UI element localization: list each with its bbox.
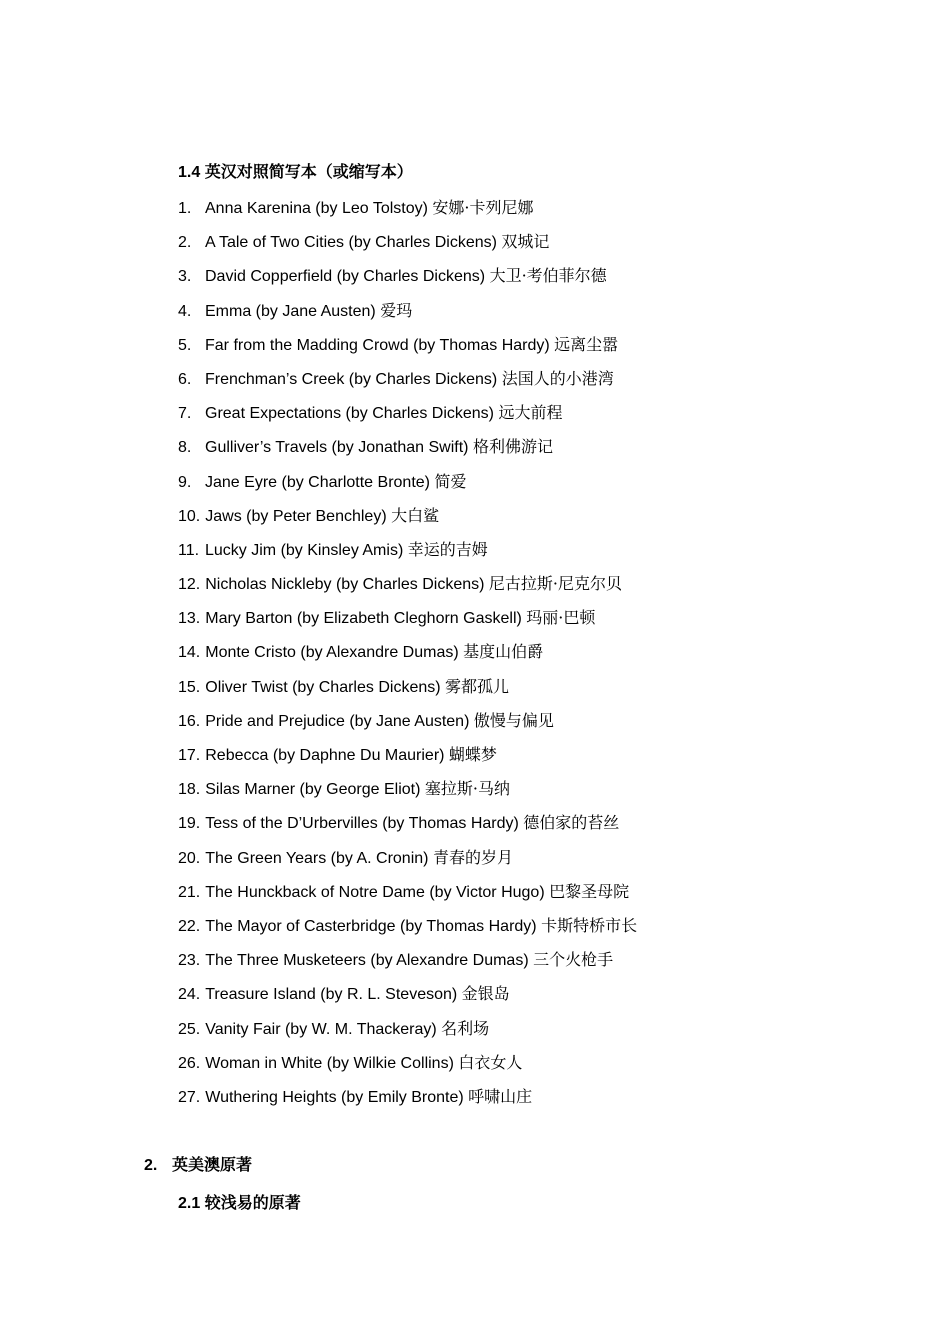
book-title-english: Great Expectations (by Charles Dickens) [205,405,494,423]
list-item [178,402,637,436]
book-title-english: Anna Karenina (by Leo Tolstoy) [205,200,428,217]
list-item-number: 7. [178,405,192,423]
book-title-chinese: 金银岛 [461,984,510,1004]
book-title-english: Vanity Fair (by W. M. Thackeray) [205,1020,437,1038]
section-2-number: 2. [144,1157,158,1174]
book-title-chinese: 巴黎圣母院 [549,881,630,901]
book-title-chinese: 远离尘嚣 [554,334,619,354]
book-title-chinese: 简爱 [434,471,467,491]
book-title-chinese: 格利佛游记 [472,437,553,457]
list-item [178,334,637,368]
list-item-number: 16. [178,712,201,730]
list-item [178,676,637,710]
list-item-number: 19. [178,815,201,833]
book-title-english: Nicholas Nickleby (by Charles Dickens) [205,576,485,594]
list-item [178,641,637,675]
list-item [178,265,637,299]
list-item-number: 11. [178,541,200,559]
book-title-english: David Copperfield (by Charles Dickens) [205,268,486,286]
book-title-english: The Mayor of Casterbridge (by Thomas Hardy) [205,917,537,935]
book-title-english: Gulliver’s Travels (by Jonathan Swift) [205,439,469,457]
list-item-number: 3. [178,268,192,286]
list-item-number: 2. [178,234,192,252]
list-item [178,1018,637,1052]
book-title-english: Oliver Twist (by Charles Dickens) [205,678,441,696]
book-title-english: Tess of the D’Urbervilles (by Thomas Hardy) [205,815,519,833]
list-item-number: 24. [178,986,201,1004]
list-item [178,710,637,744]
book-title-chinese: 尼古拉斯·尼克尔贝 [488,574,622,594]
book-title-chinese: 大白鲨 [391,505,440,525]
list-item [178,231,637,265]
section-1-4-title: 1.4 英汉对照简写本（或缩写本） [178,164,413,181]
list-item [178,949,637,983]
list-item [178,505,637,539]
list-item [178,1052,637,1086]
list-item-number: 20. [178,849,201,867]
list-item [178,812,637,846]
list-item-number: 9. [178,473,192,491]
book-title-chinese: 白衣女人 [458,1052,523,1072]
list-item [178,573,637,607]
list-item [178,539,637,573]
book-title-chinese: 蝴蝶梦 [448,745,497,764]
list-item [178,436,637,470]
list-item-number: 5. [178,336,192,354]
book-title-chinese: 玛丽·巴顿 [526,608,596,628]
list-item [178,197,637,231]
book-title-english: Far from the Madding Crowd (by Thomas Hardy) [205,336,550,354]
book-title-chinese: 塞拉斯·马纳 [424,779,510,799]
book-title-english: Silas Marner (by George Eliot) [205,781,421,799]
list-item-number: 15. [178,678,201,696]
book-list [178,197,637,1120]
book-title-chinese: 呼啸山庄 [468,1086,533,1106]
book-title-english: The Hunckback of Notre Dame (by Victor Hugo) [205,883,545,901]
book-title-english: A Tale of Two Cities (by Charles Dickens) [205,234,497,252]
list-item [178,778,637,812]
list-item-number: 17. [178,747,201,764]
list-item-number: 10. [178,507,201,525]
list-item-number: 27. [178,1088,201,1106]
list-item [178,300,637,334]
list-item-number: 22. [178,917,201,935]
book-title-english: Pride and Prejudice (by Jane Austen) [205,712,470,730]
book-title-english: Wuthering Heights (by Emily Bronte) [205,1088,464,1106]
list-item [178,1086,637,1120]
list-item [178,847,637,881]
book-title-english: Frenchman’s Creek (by Charles Dickens) [205,370,498,388]
book-title-english: Jane Eyre (by Charlotte Bronte) [205,473,430,491]
list-item [178,471,637,505]
book-title-chinese: 卡斯特桥市长 [541,915,638,935]
book-title-english: Woman in White (by Wilkie Collins) [205,1054,454,1072]
list-item-number: 21. [178,883,201,901]
book-title-chinese: 远大前程 [498,403,563,423]
book-title-chinese: 名利场 [441,1018,490,1038]
book-title-english: Emma (by Jane Austen) [205,302,376,320]
book-title-chinese: 傲慢与偏见 [473,710,554,730]
book-title-chinese: 青春的岁月 [432,847,513,867]
list-item [178,368,637,402]
list-item-number: 25. [178,1020,201,1038]
list-item [178,607,637,641]
book-title-english: Treasure Island (by R. L. Steveson) [205,986,458,1004]
list-item-number: 4. [178,302,192,320]
book-title-chinese: 法国人的小港湾 [501,368,614,388]
list-item-number: 18. [178,781,201,799]
list-item [178,915,637,949]
list-item-number: 8. [178,439,192,457]
list-item-number: 13. [178,610,201,628]
book-title-chinese: 爱玛 [380,300,413,320]
book-title-chinese: 基度山伯爵 [463,642,544,662]
book-title-chinese: 大卫·考伯菲尔德 [489,266,607,286]
list-item-number: 23. [178,952,201,970]
section-2-1-title: 2.1 较浅易的原著 [178,1195,301,1212]
book-title-english: The Green Years (by A. Cronin) [205,849,429,867]
list-item [178,983,637,1017]
list-item-number: 26. [178,1054,201,1072]
list-item-number: 14. [178,644,201,662]
book-title-chinese: 安娜·卡列尼娜 [432,198,534,217]
book-title-chinese: 双城记 [501,232,550,252]
book-title-english: Mary Barton (by Elizabeth Cleghorn Gaskell) [205,610,522,628]
book-title-chinese: 三个火枪手 [533,950,614,970]
book-title-chinese: 德伯家的苔丝 [523,813,620,833]
book-title-english: Rebecca (by Daphne Du Maurier) [205,747,445,764]
list-item-number: 6. [178,370,192,388]
book-title-chinese: 雾都孤儿 [445,676,510,696]
list-item [178,744,637,778]
book-title-english: Jaws (by Peter Benchley) [205,507,387,525]
book-title-english: Lucky Jim (by Kinsley Amis) [205,541,404,559]
book-title-chinese: 幸运的吉姆 [407,539,488,559]
section-2-title: 英美澳原著 [172,1157,253,1174]
book-title-english: The Three Musketeers (by Alexandre Dumas) [205,952,529,970]
list-item-number: 1. [178,200,192,217]
list-item [178,881,637,915]
book-title-english: Monte Cristo (by Alexandre Dumas) [205,644,459,662]
section-2-heading [144,1155,252,1177]
list-item-number: 12. [178,576,201,594]
